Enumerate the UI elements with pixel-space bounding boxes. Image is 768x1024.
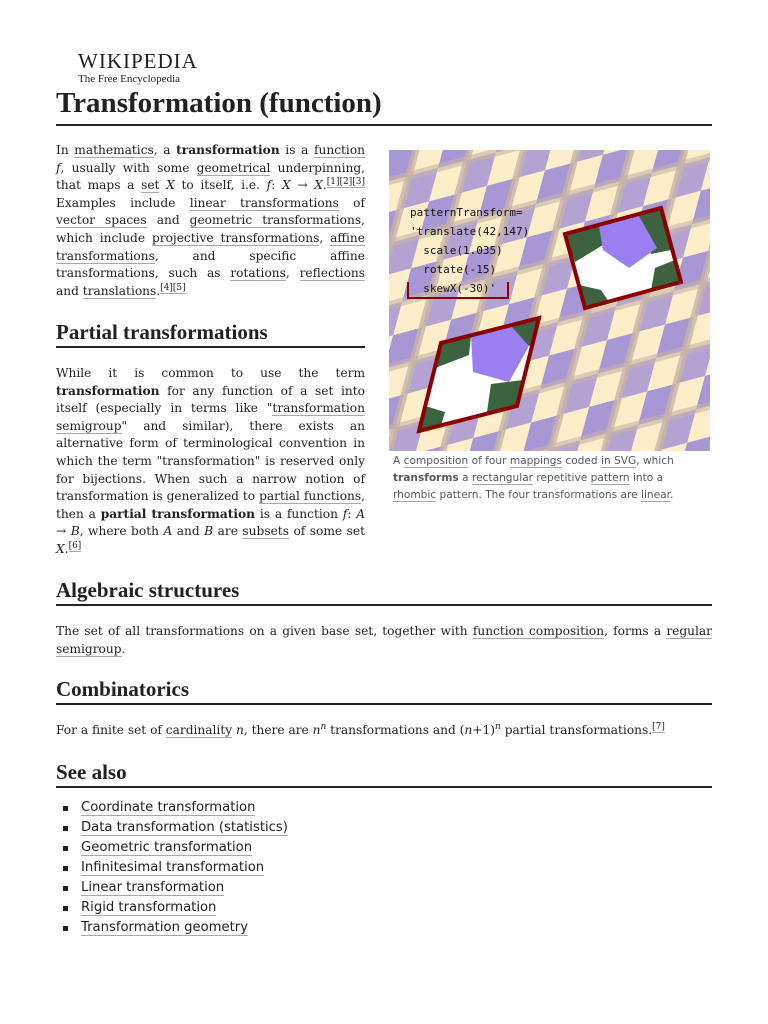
pattern-image <box>389 150 710 451</box>
link-coordinate-transformation[interactable]: Coordinate transformation <box>81 800 256 815</box>
link-cardinality[interactable]: cardinality <box>165 723 233 737</box>
link-projective-transformations[interactable]: projective transformations <box>151 230 320 245</box>
link-rhombic[interactable]: rhombic <box>393 489 437 501</box>
link-rotations[interactable]: rotations <box>230 266 286 281</box>
list-item <box>63 798 288 818</box>
list-item <box>63 818 288 838</box>
ref-2[interactable]: [2] <box>339 177 353 188</box>
code-line-5: skewX(-30)' <box>410 282 497 295</box>
heading-partial-transformations: Partial transformations <box>56 318 365 348</box>
wikipedia-logo[interactable] <box>78 50 198 85</box>
ref-7[interactable]: [7] <box>652 721 665 732</box>
link-regular-semigroup[interactable]: regular semigroup <box>56 624 713 656</box>
link-mathematics[interactable]: mathematics <box>74 143 154 157</box>
logo-tagline: The Free Encyclopedia <box>78 73 181 85</box>
ref-5[interactable]: [5] <box>172 282 186 293</box>
link-mappings[interactable]: mappings <box>509 455 562 467</box>
code-line-2: 'translate(42,147) <box>410 225 530 238</box>
bullet-icon <box>63 906 68 911</box>
heading-see-also: See also <box>56 758 712 788</box>
ref-3[interactable]: [3] <box>352 177 366 188</box>
link-geometrical[interactable]: geometrical <box>196 160 271 175</box>
logo-wordmark: WIKIPEDIA <box>78 49 198 73</box>
list-item <box>63 858 288 878</box>
link-data-transformation[interactable]: Data transformation (statistics) <box>81 820 288 835</box>
bullet-icon <box>63 886 68 891</box>
list-item <box>63 918 288 938</box>
heading-algebraic-structures: Algebraic structures <box>56 576 712 606</box>
link-partial-functions[interactable]: partial functions <box>259 489 362 504</box>
heading-combinatorics: Combinatorics <box>56 675 712 705</box>
link-infinitesimal-transformation[interactable]: Infinitesimal transformation <box>81 860 265 875</box>
link-function-composition[interactable]: function composition <box>472 624 605 638</box>
link-function[interactable]: function <box>313 143 366 157</box>
ref-6[interactable]: [6] <box>68 540 82 551</box>
link-geometric-transformation[interactable]: Geometric transformation <box>81 840 253 855</box>
ref-4[interactable]: [4] <box>160 282 173 293</box>
list-item <box>63 898 288 918</box>
link-linear[interactable]: linear <box>641 489 671 501</box>
link-vector-spaces[interactable]: vector spaces <box>56 213 147 228</box>
ref-1[interactable]: [1] <box>326 177 340 188</box>
see-also-list <box>63 798 288 938</box>
link-transformation-geometry[interactable]: Transformation geometry <box>81 920 249 935</box>
bullet-icon <box>63 826 68 831</box>
link-rigid-transformation[interactable]: Rigid transformation <box>81 900 217 915</box>
link-reflections[interactable]: reflections <box>299 266 366 281</box>
code-line-4: rotate(-15) <box>410 263 497 276</box>
link-composition[interactable]: composition <box>403 455 469 467</box>
page-title: Transformation (function) <box>56 84 712 126</box>
link-linear-transformations[interactable]: linear transformations <box>189 195 339 210</box>
list-item <box>63 838 288 858</box>
link-affine-transformations[interactable]: affine transformations <box>56 230 365 263</box>
pattern-transform-figure[interactable] <box>389 150 710 451</box>
combinatorics-paragraph: For a finite set of cardinality n, there are $n^n$ transformations and $(n+1)^n$ partial transformations.[7] <box>56 721 665 737</box>
link-subsets[interactable]: subsets <box>242 524 289 539</box>
code-line-3: scale(1.035) <box>410 244 503 257</box>
intro-paragraph: In mathematics, a transformation is a function f, usually with some geometrical underpinning, that maps a set X to itself, i.e. f: X → X.[1][2][3] Examples include linear transformations of vector spaces and geometric transformations, which include projective transformations, affine transformations, and specific affine transformations, such as rotations, reflections and translations.[4][5] <box>56 143 366 298</box>
figure-caption: A composition of four mappings coded in SVG, which transforms a rectangular repetitive pattern into a rhombic pattern. The four transformations are linear. <box>393 455 674 501</box>
bullet-icon <box>63 866 68 871</box>
bullet-icon <box>63 806 68 811</box>
link-pattern[interactable]: pattern <box>590 472 630 484</box>
code-line-1: patternTransform= <box>410 206 523 219</box>
list-item <box>63 878 288 898</box>
link-linear-transformation[interactable]: Linear transformation <box>81 880 225 895</box>
link-translations[interactable]: translations <box>82 283 157 298</box>
partial-paragraph: While it is common to use the term transformation for any function of a set into itself (especially in terms like "transformation semigroup" and similar), there exists an alternative form of terminological convention in which the term "transformation" is reserved only for bijections. When such a narrow notion of transformation is generalized to partial functions, then a partial transformation is a function f: A → B, where both A and B are subsets of some set X.[6] <box>56 366 366 556</box>
algebraic-paragraph: The set of all transformations on a given base set, together with function composition, forms a regular semigroup. <box>56 624 713 656</box>
link-set[interactable]: set <box>141 178 160 193</box>
link-geometric-transformations[interactable]: geometric transformations <box>189 213 362 228</box>
link-in-svg[interactable]: in SVG <box>601 455 637 467</box>
link-transformation-semigroup[interactable]: transformation semigroup <box>56 401 365 433</box>
bullet-icon <box>63 926 68 931</box>
link-rectangular[interactable]: rectangular <box>471 472 534 484</box>
bullet-icon <box>63 846 68 851</box>
